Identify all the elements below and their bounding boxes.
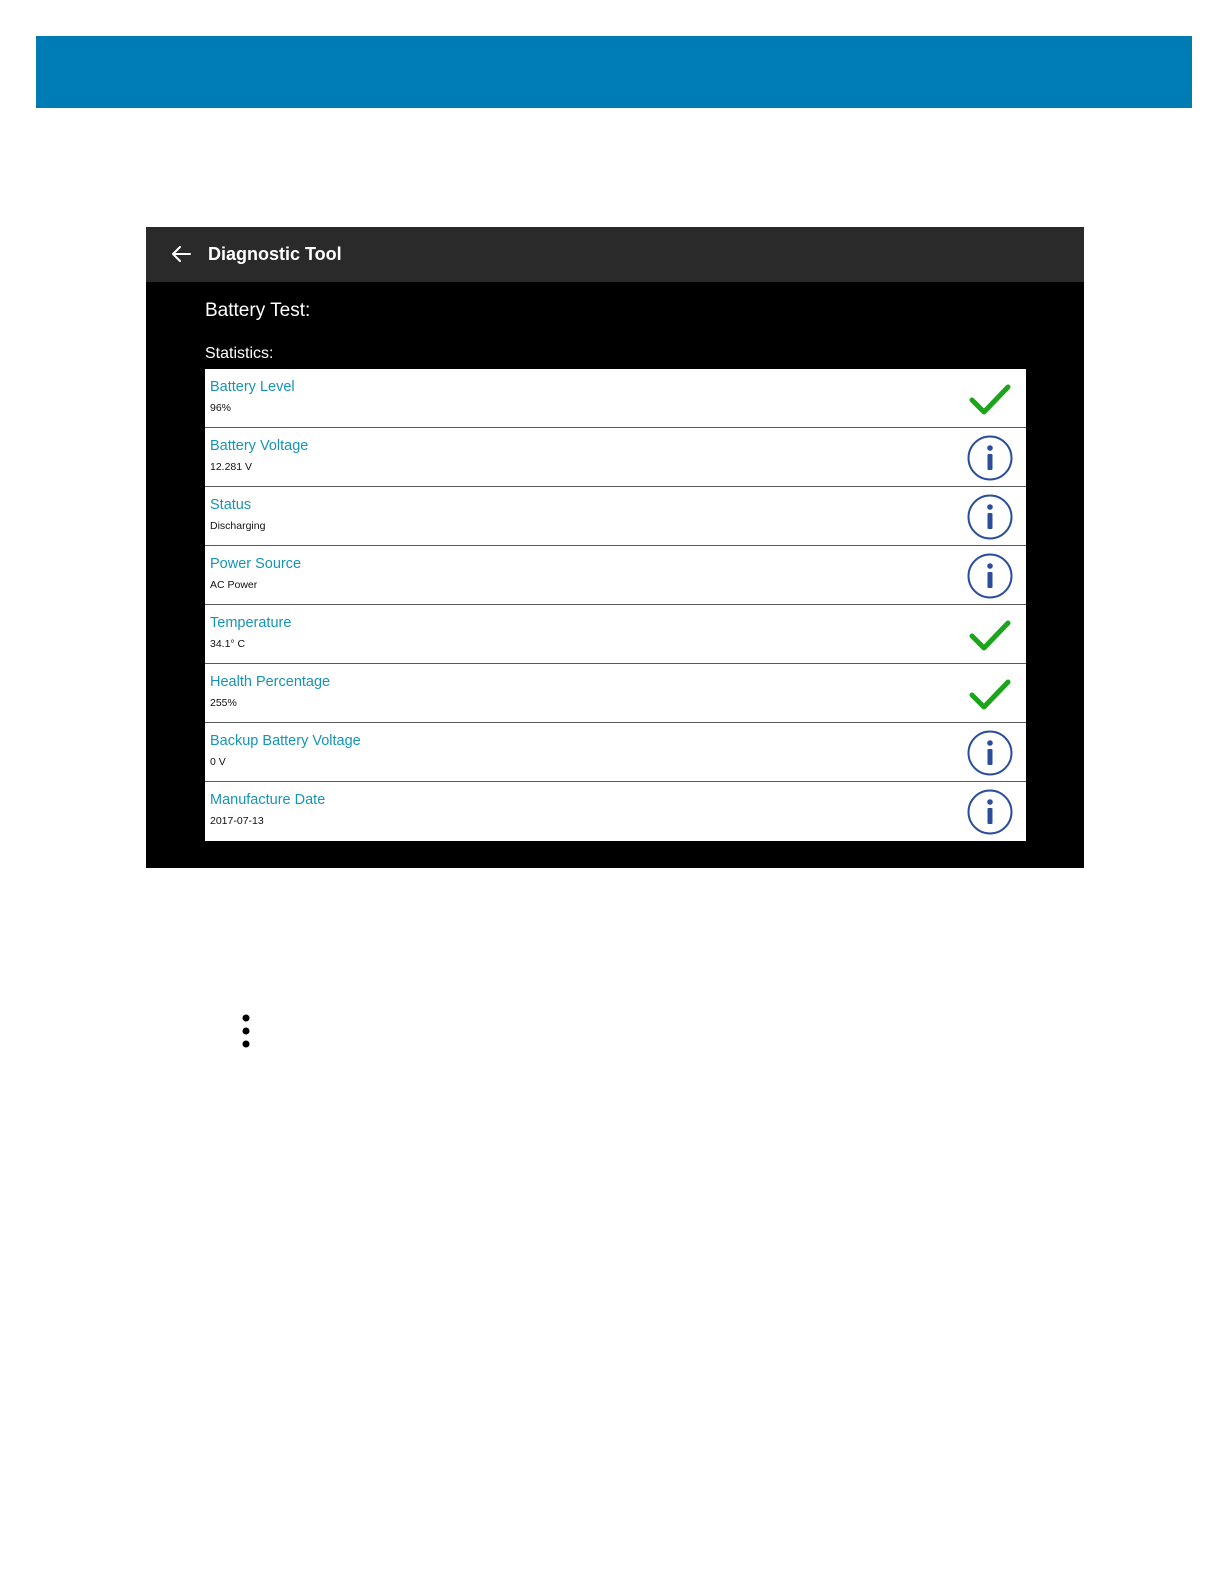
info-icon — [966, 434, 1014, 482]
check-icon — [966, 670, 1014, 718]
stat-name: Manufacture Date — [210, 792, 326, 808]
info-icon — [966, 552, 1014, 600]
info-icon — [966, 493, 1014, 541]
check-icon — [966, 375, 1014, 423]
stat-row[interactable] — [205, 369, 1026, 428]
stat-name: Status — [210, 497, 252, 513]
stat-row[interactable] — [205, 546, 1026, 605]
stat-name: Temperature — [210, 615, 292, 631]
stat-name: Health Percentage — [210, 674, 331, 690]
stat-name: Power Source — [210, 556, 302, 572]
arrow-left-icon[interactable] — [167, 240, 195, 268]
more-vertical-icon — [238, 1013, 254, 1049]
check-icon — [966, 611, 1014, 659]
stat-row[interactable] — [205, 664, 1026, 723]
stat-value: 0 V — [210, 756, 226, 768]
stat-name: Battery Voltage — [210, 438, 309, 454]
app-bar — [146, 227, 1084, 282]
app-title: Diagnostic Tool — [208, 244, 342, 264]
stat-row[interactable] — [205, 487, 1026, 546]
stat-value: 34.1° C — [210, 638, 246, 650]
stat-value: 255% — [210, 697, 237, 709]
statistics-list — [205, 369, 1026, 841]
stat-value: 12.281 V — [210, 461, 253, 473]
info-icon — [966, 788, 1014, 836]
stat-value: 96% — [210, 402, 232, 414]
device-screenshot — [146, 227, 1084, 868]
statistics-label: Statistics: — [205, 345, 274, 362]
stat-value: AC Power — [210, 579, 258, 591]
stat-row[interactable] — [205, 782, 1026, 841]
stat-row[interactable] — [205, 428, 1026, 487]
stat-name: Backup Battery Voltage — [210, 733, 361, 749]
stat-row[interactable] — [205, 723, 1026, 782]
stat-name: Battery Level — [210, 379, 295, 395]
stat-row[interactable] — [205, 605, 1026, 664]
header-band — [36, 36, 1192, 108]
test-title: Battery Test: — [205, 300, 311, 321]
info-icon — [966, 729, 1014, 777]
stat-value: Discharging — [210, 520, 266, 532]
stat-value: 2017-07-13 — [210, 815, 264, 827]
